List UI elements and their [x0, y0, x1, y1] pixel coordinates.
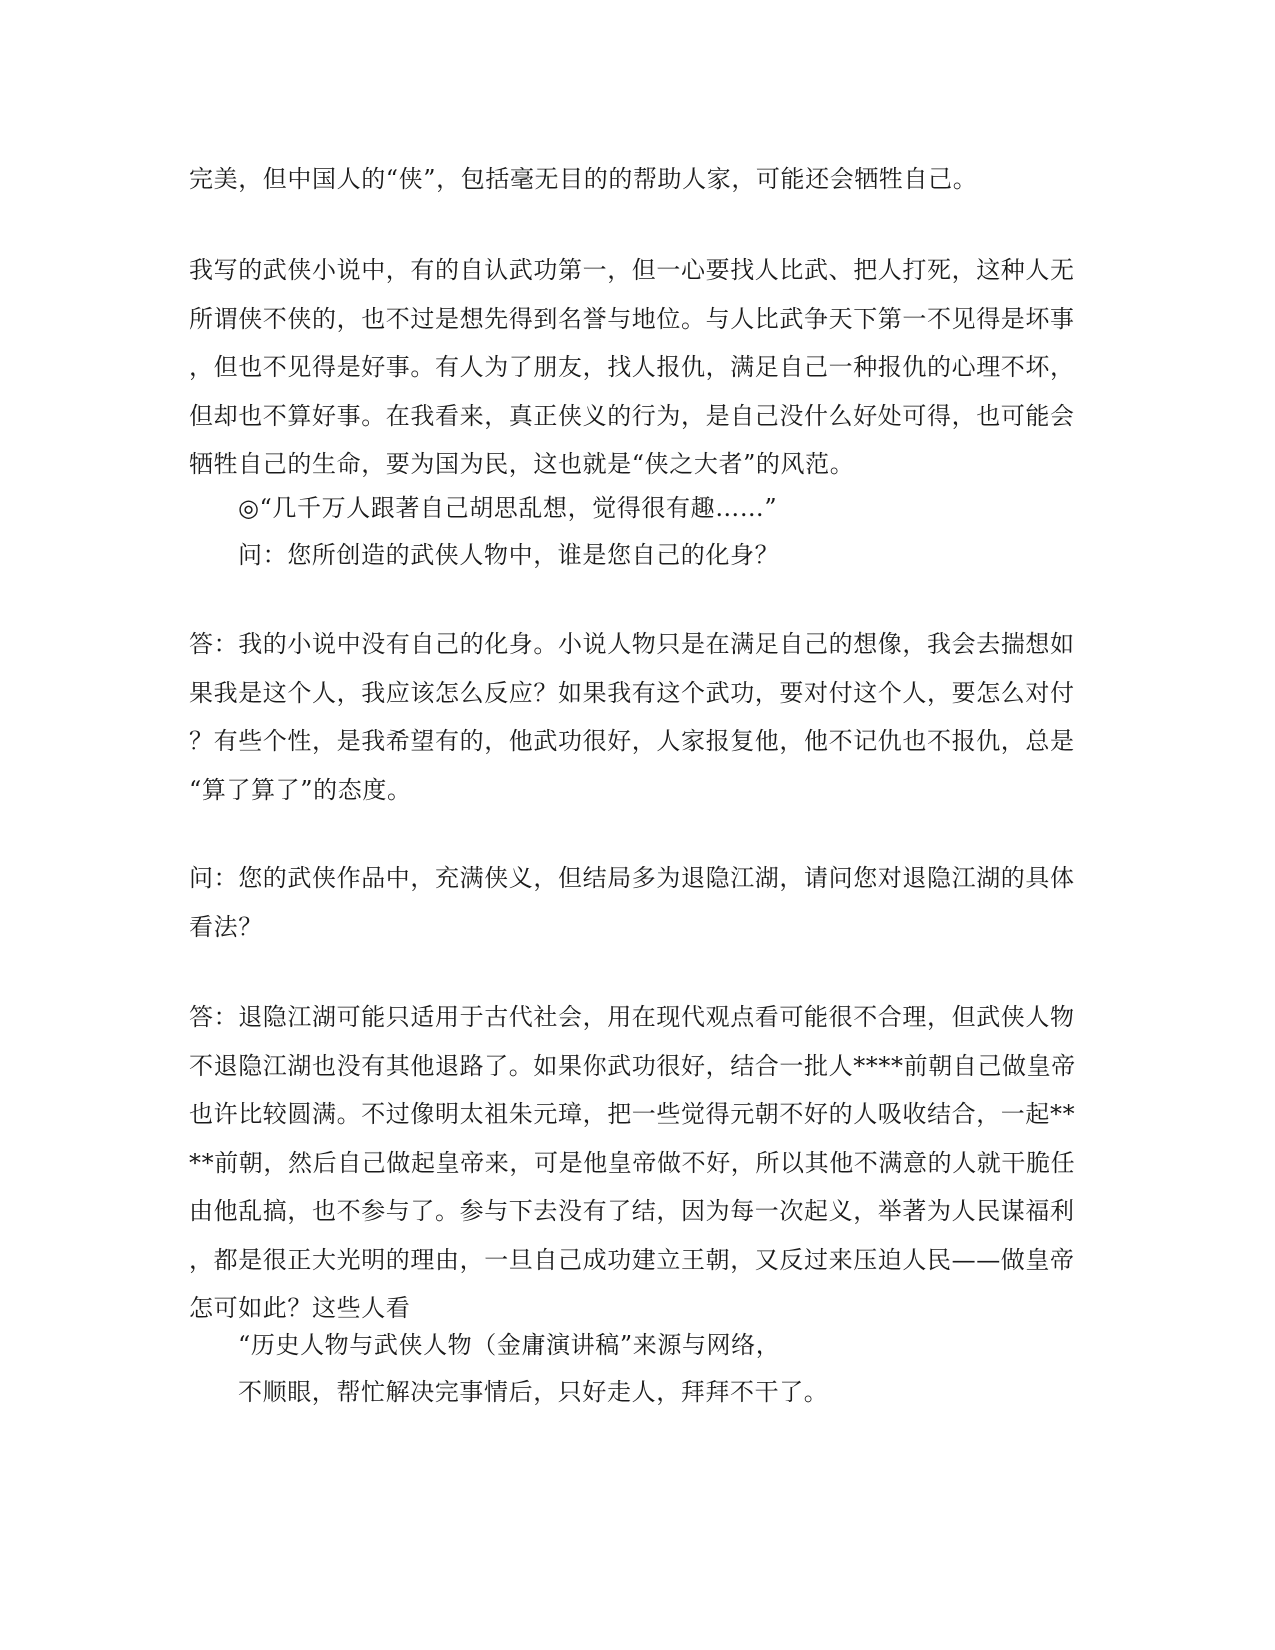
question-alter-ego: [238, 531, 1098, 580]
text-line: “历史人物与武侠人物（金庸演讲稿”来源与网络，: [238, 1331, 781, 1359]
answer-alter-ego: [189, 620, 1089, 814]
text-line: ，但也不见得是好事。有人为了朋友，找人报仇，满足自己一种报仇的心理不坏，: [189, 353, 1075, 381]
text-line: 所谓侠不侠的，也不过是想先得到名誉与地位。与人比武争天下第一不见得是坏事: [189, 304, 1075, 333]
text-line: 完美，但中国人的“侠”，包括毫无目的的帮助人家，可能还会牺牲自己。: [189, 165, 978, 193]
text-line: 问：您的武侠作品中，充满侠义，但结局多为退隐江湖，请问您对退隐江湖的具体: [189, 864, 1075, 892]
section-heading-quote: [238, 484, 1098, 533]
text-line: 不退隐江湖也没有其他退路了。如果你武功很好，结合一批人****前朝自己做皇帝: [189, 1051, 1076, 1080]
text-line: 我写的武侠小说中，有的自认武功第一，但一心要找人比武、把人打死，这种人无: [189, 256, 1075, 284]
text-line: ◎“几千万人跟著自己胡思乱想，觉得很有趣……”: [238, 494, 778, 522]
text-line: 答：我的小说中没有自己的化身。小说人物只是在满足自己的想像，我会去揣想如: [189, 630, 1075, 658]
text-line: 问：您所创造的武侠人物中，谁是您自己的化身？: [238, 541, 780, 569]
answer-retirement: [189, 993, 1089, 1333]
text-line: 果我是这个人，我应该怎么反应？如果我有这个武功，要对付这个人，要怎么对付: [189, 678, 1075, 707]
closing-line: [238, 1368, 1098, 1417]
paragraph-chivalry-intro: [189, 155, 1089, 204]
text-line: “算了算了”的态度。: [189, 775, 412, 804]
text-line: 但却也不算好事。在我看来，真正侠义的行为，是自己没什么好处可得，也可能会: [189, 401, 1075, 430]
text-line: **前朝，然后自己做起皇帝来，可是他皇帝做不好，所以其他不满意的人就干脆任: [189, 1148, 1076, 1177]
text-line: ，都是很正大光明的理由，一旦自己成功建立王朝，又反过来压迫人民——做皇帝: [189, 1245, 1075, 1274]
text-line: ？有些个性，是我希望有的，他武功很好，人家报复他，他不记仇也不报仇，总是: [189, 727, 1075, 755]
source-note: [238, 1321, 1098, 1370]
paragraph-martial-novels: [189, 246, 1089, 489]
text-line: 怎可如此？这些人看: [189, 1294, 411, 1322]
text-line: 牺牲自己的生命，要为国为民，这也就是“侠之大者”的风范。: [189, 450, 855, 478]
text-line: 答：退隐江湖可能只适用于古代社会，用在现代观点看可能很不合理，但武侠人物: [189, 1003, 1075, 1031]
text-line: 看法？: [189, 912, 263, 941]
question-retirement: [189, 854, 1089, 951]
text-line: 也许比较圆满。不过像明太祖朱元璋，把一些觉得元朝不好的人吸收结合，一起**: [189, 1100, 1076, 1128]
text-line: 由他乱搞，也不参与了。参与下去没有了结，因为每一次起义，举著为人民谋福利: [189, 1197, 1075, 1225]
text-line: 不顺眼，帮忙解决完事情后，只好走人，拜拜不干了。: [238, 1378, 829, 1406]
